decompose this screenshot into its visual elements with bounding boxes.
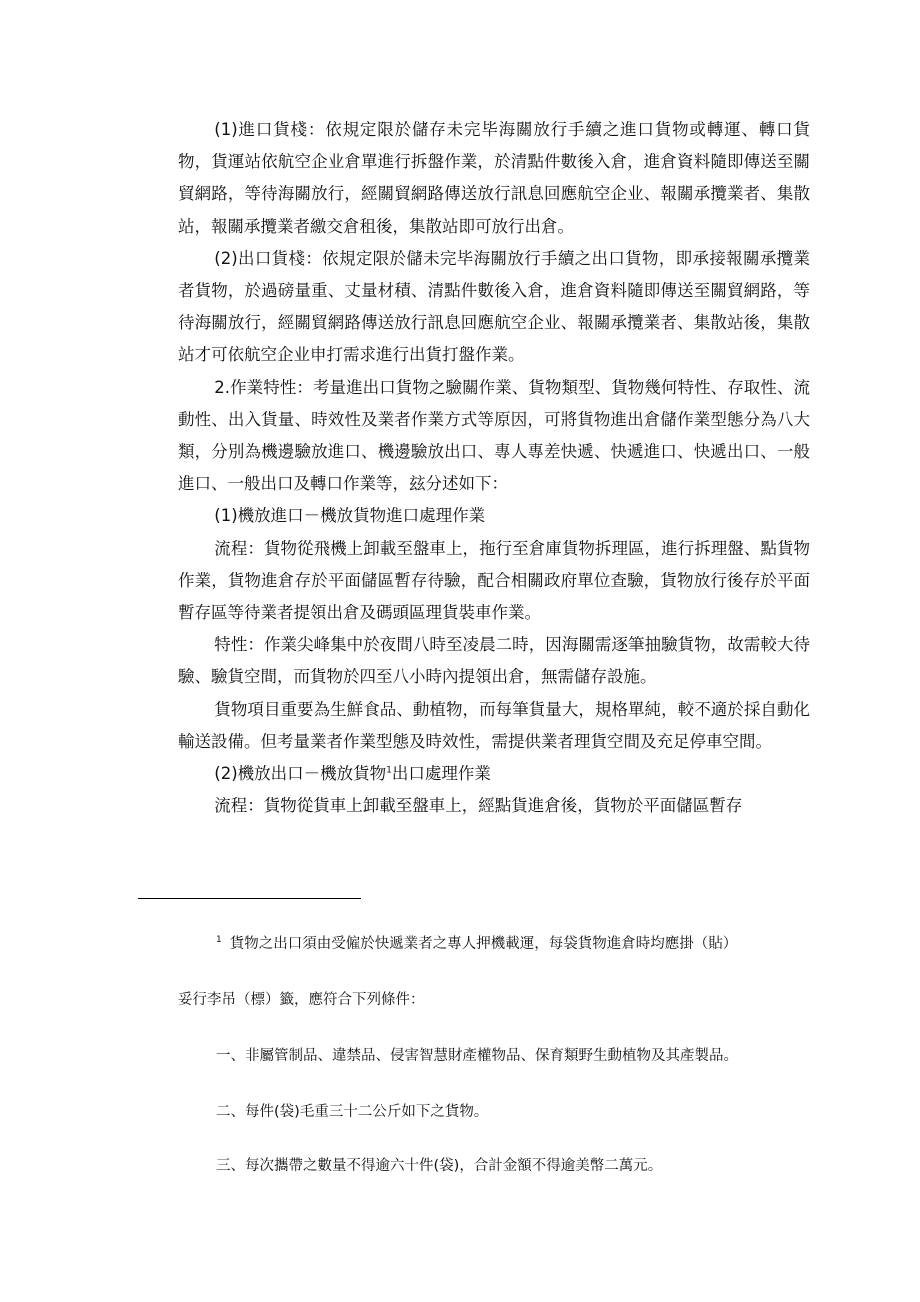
paragraph-export-warehouse: (2)出口貨棧：依規定限於儲未完毕海關放行手續之出口貨物，即承接報關承攬業者貨物，於過磅量重、丈量材積、清點件數後入倉，進倉資料隨即傳送至關貿網路，等待海關放行，經關貿網路傳送放行訊息回應航空企业、報關承攬業者、集散站後，集散站才可依航空企业申打需求進行出貨打盤作業。 (178, 248, 810, 365)
footnote-condition: 三、每次攜帶之數量不得逾六十件(袋)，合計金額不得逾美幣二萬元。 (216, 1158, 663, 1174)
footnote-text: 貨物之出口須由受僱於快遞業者之專人押機載運，每袋貨物進倉時均應掛（貼） (229, 936, 738, 952)
paragraph-operation-characteristics: 2.作業特性：考量進出口貨物之驗關作業、貨物類型、貨物幾何特性、存取性、流動性、出入貨量、時效性及業者作業方式等原因，可將貨物進出倉儲作業型態分為八大類，分別為機邊驗放進口、機邊驗放出口、專人專差快遞、快遞進口、快遞出口、一般進口、一般出口及轉口作業等，玆分述如下： (178, 377, 810, 494)
paragraph-import-goods: 貨物項目重要為生鮮食品、動植物，而每筆貨量大，規格單純，較不適於採自動化輸送設備。但考量業者作業型態及時效性，需提供業者理貨空間及充足停車空間。 (178, 699, 810, 751)
heading-export-part2: 出口處理作業 (391, 764, 491, 784)
heading-machine-release-export (178, 758, 810, 790)
paragraph-import-features: 特性：作業尖峰集中於夜間八時至凌晨二時，因海關需逐筆抽驗貨物，故需較大待驗、驗貨空間，而貨物於四至八小時內提領出倉，無需儲存設施。 (178, 635, 810, 687)
footnote-separator (138, 898, 361, 899)
body-text (178, 114, 810, 822)
paragraph-import-process: 流程：貨物從飛機上卸載至盤車上，拖行至倉庫貨物拆理區，進行拆理盤、點貨物作業，貨物進倉存於平面儲區暫存待驗，配合相關政府單位查驗，貨物放行後存於平面暫存區等待業者提領出倉及碼頭區理貨裝車作業。 (178, 538, 810, 623)
paragraph-export-process: 流程：貨物從貨車上卸載至盤車上，經點貨進倉後，貨物於平面儲區暫存 (214, 796, 743, 816)
heading-machine-release-import: (1)機放進口－機放貨物進口處理作業 (214, 506, 486, 526)
paragraph-import-warehouse: (1)進口貨棧：依規定限於儲存未完毕海關放行手續之進口貨物或轉運、轉口貨物，貨運站依航空企业倉單進行拆盤作業，於清點件數後入倉，進倉資料隨即傳送至關貿網路，等待海關放行，經關貿網路傳送放行訊息回應航空企业、報關承攬業者、集散站，報關承攬業者繳交倉租後，集散站即可放行出倉。 (178, 120, 810, 236)
footnote-line (216, 932, 737, 953)
footnote-mark: 1 (216, 935, 222, 946)
footnote-line: 妥行李吊（標）籤，應符合下列條件： (178, 992, 425, 1008)
heading-export-part1: (2)機放出口－機放貨物 (214, 764, 387, 784)
footnote-condition: 二、每件(袋)毛重三十二公斤如下之貨物。 (216, 1104, 489, 1120)
footnote-reference: 1 (386, 765, 392, 776)
footnote-condition: 一、非屬管制品、違禁品、侵害智慧財產權物品、保育類野生動植物及其產製品。 (216, 1048, 738, 1064)
